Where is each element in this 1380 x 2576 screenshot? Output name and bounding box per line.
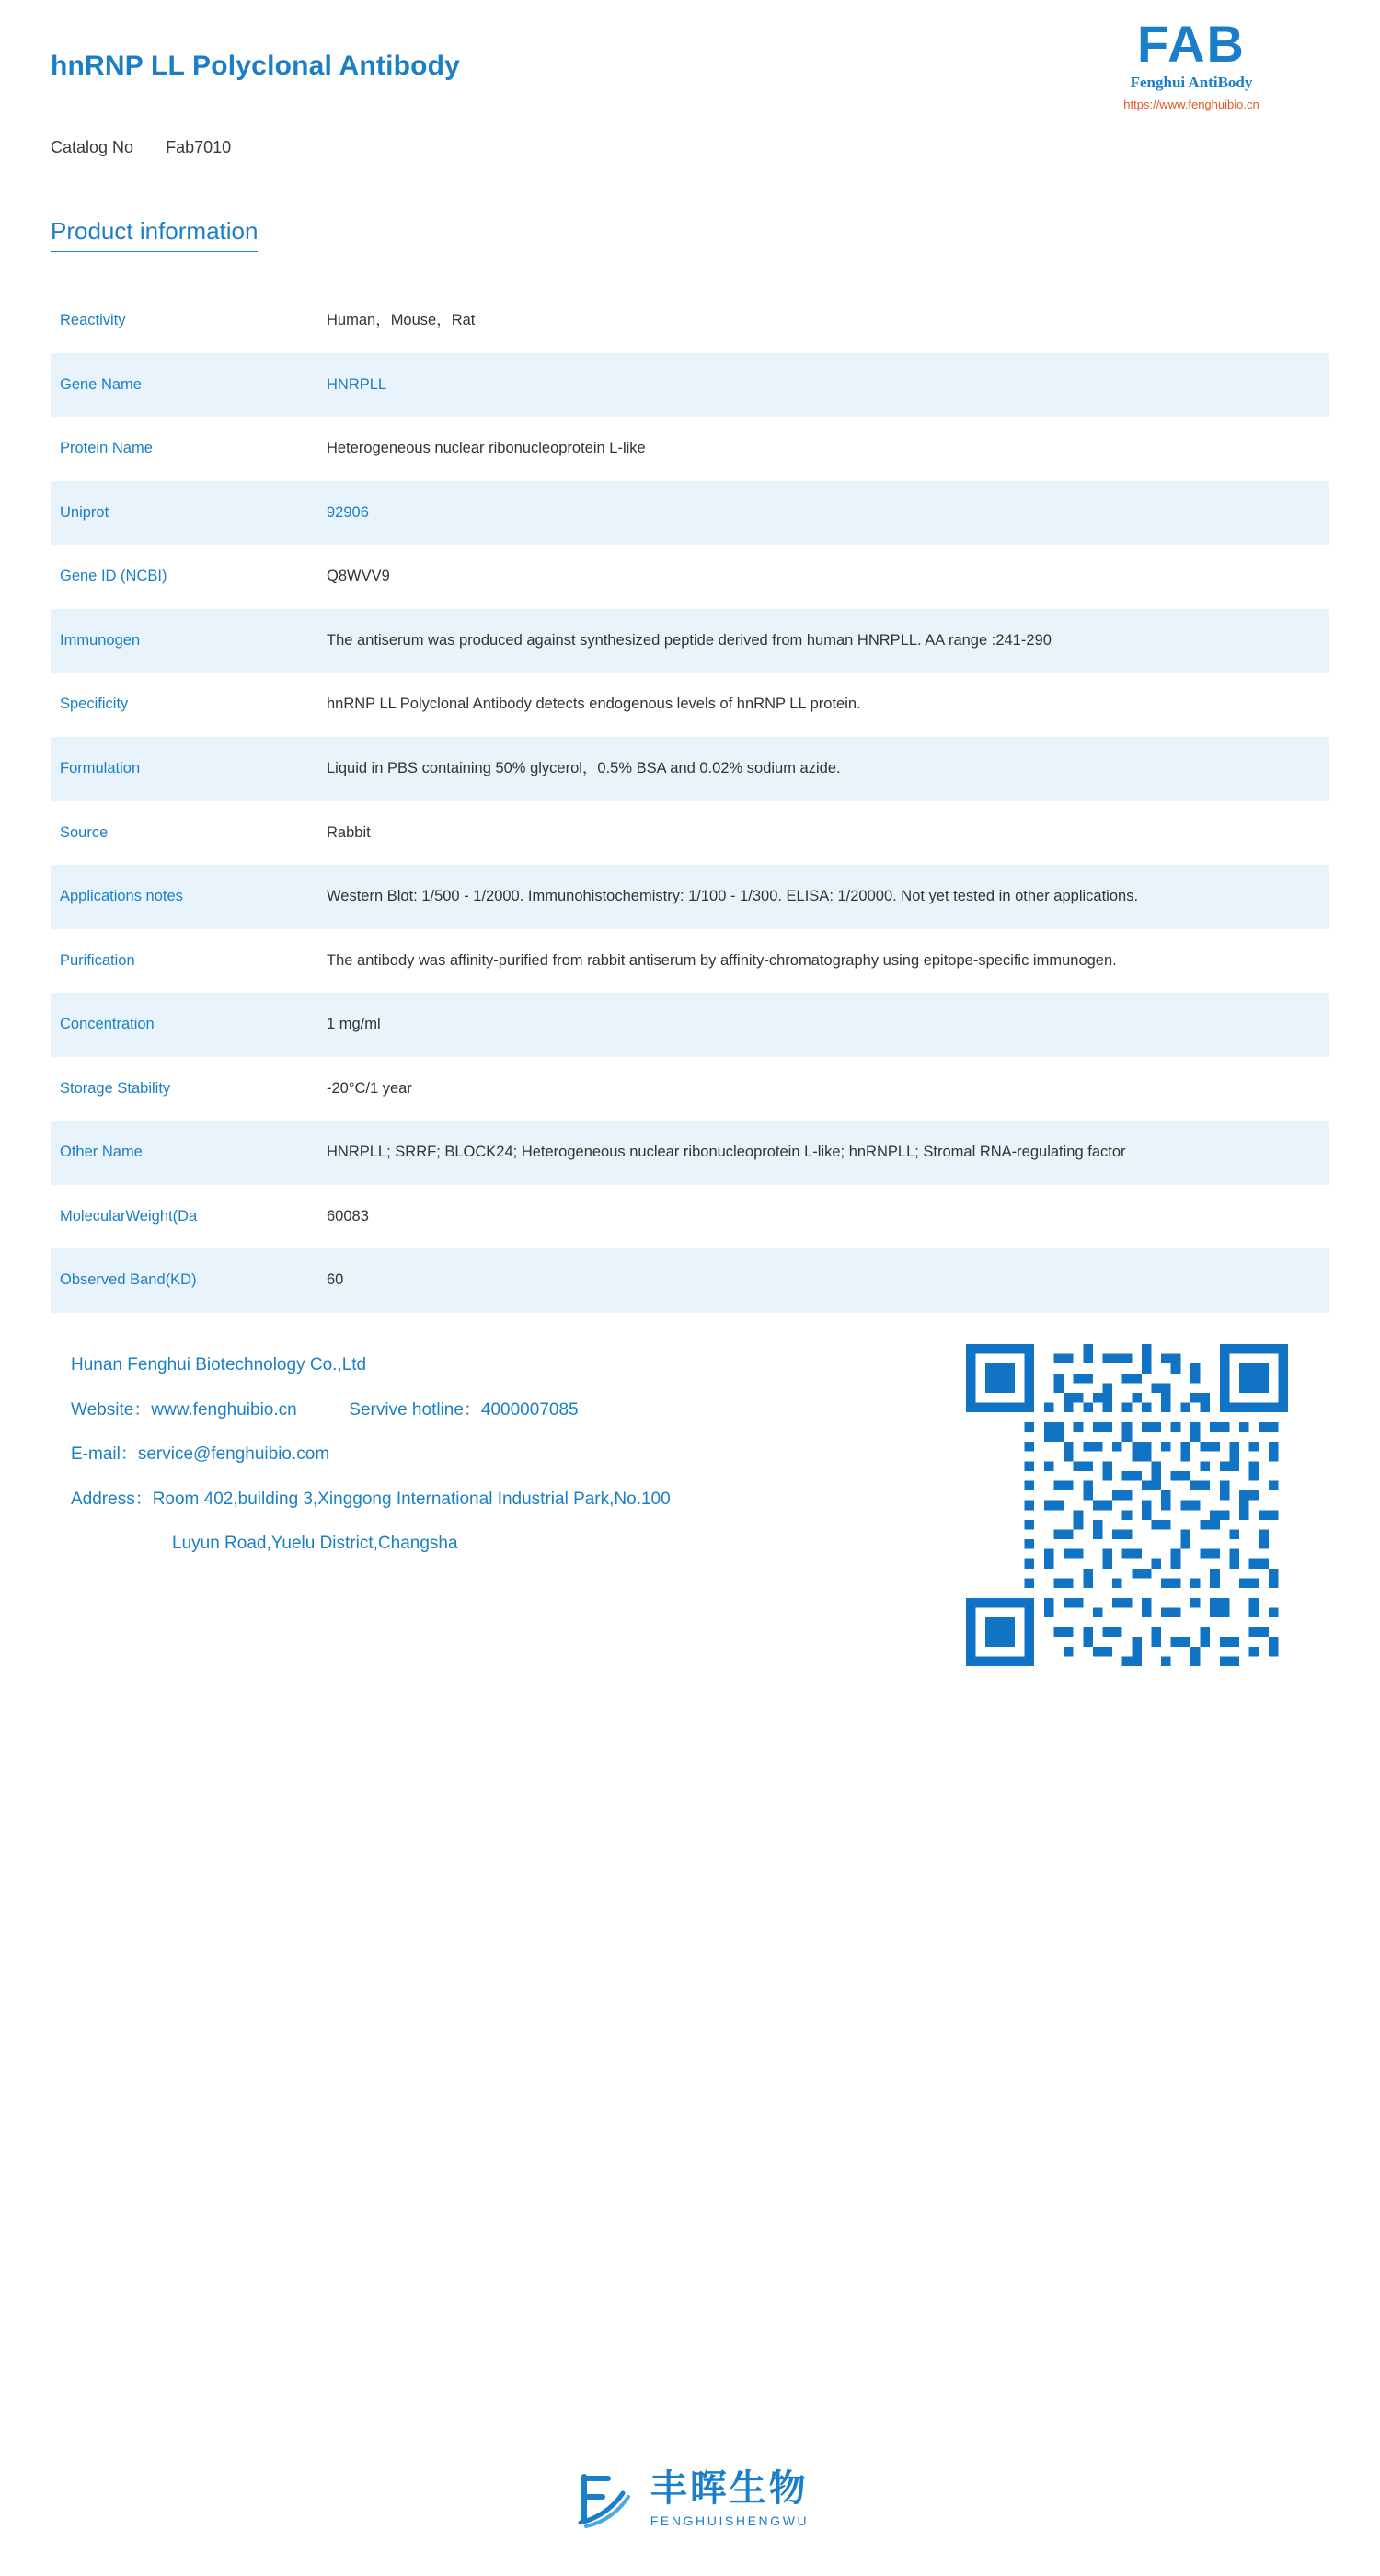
footer-contact-block xyxy=(71,1353,991,1577)
row-key: Gene Name xyxy=(51,353,327,418)
row-value: 60083 xyxy=(327,1207,369,1225)
logo-subtitle: Fenghui AntiBody xyxy=(1130,74,1253,91)
section-title-product-information: Product information xyxy=(51,217,258,252)
footer-company: Hunan Fenghui Biotechnology Co.,Ltd xyxy=(71,1355,367,1374)
brand-text-block xyxy=(650,2467,810,2528)
table-row xyxy=(51,737,1329,801)
row-value: Liquid in PBS containing 50% glycerol，0.5% BSA and 0.02% sodium azide. xyxy=(327,737,1329,801)
row-key: Applications notes xyxy=(51,865,327,929)
footer-hotline: Servive hotline：4000007085 xyxy=(349,1399,579,1420)
row-value: 1 mg/ml xyxy=(327,993,1329,1057)
table-row xyxy=(51,929,1329,994)
logo-fab-text: FAB xyxy=(1137,15,1246,73)
table-row xyxy=(51,481,1329,546)
brand-name-cn: 丰晖生物 xyxy=(650,2467,809,2509)
table-row xyxy=(51,417,1329,481)
fenghui-logo-icon xyxy=(571,2466,638,2532)
footer-address-line2: Luyun Road,Yuelu District,Changsha xyxy=(172,1534,458,1554)
table-row xyxy=(51,353,1329,418)
table-body xyxy=(51,289,1329,1313)
row-key: Reactivity xyxy=(60,312,126,328)
brand-name-en: FENGHUISHENGWU xyxy=(650,2513,810,2528)
row-key: Storage Stability xyxy=(60,1079,171,1097)
footer-address-line1: Address：Room 402,building 3,Xinggong International Industrial Park,No.100 xyxy=(71,1489,671,1509)
row-key: Other Name xyxy=(51,1121,327,1185)
footer-email: E-mail：service@fenghuibio.com xyxy=(71,1444,330,1465)
table-row xyxy=(51,1057,1329,1121)
document-header xyxy=(51,0,1329,138)
row-key: MolecularWeight(Da xyxy=(60,1207,198,1225)
row-key: Protein Name xyxy=(60,440,153,457)
row-key: Source xyxy=(60,823,109,841)
row-key: Purification xyxy=(60,951,135,969)
table-row xyxy=(51,801,1329,866)
row-key: Gene ID (NCBI) xyxy=(60,568,167,585)
table-row xyxy=(51,993,1329,1057)
catalog-label: Catalog No xyxy=(51,138,134,156)
row-value: Heterogeneous nuclear ribonucleoprotein L-like xyxy=(327,440,646,457)
row-value: The antiserum was produced against synthesized peptide derived from human HNRPLL. AA range :241-290 xyxy=(327,609,1329,673)
table-row xyxy=(51,1121,1329,1185)
document-footer xyxy=(51,1344,1329,1694)
footer-website-hotline xyxy=(71,1398,991,1423)
company-logo xyxy=(1053,15,1329,111)
row-key: Observed Band(KD) xyxy=(51,1248,327,1313)
logo-website-url: https://www.fenghuibio.cn xyxy=(1123,98,1259,111)
footer-website: Website：www.fenghuibio.cn xyxy=(71,1399,297,1420)
bottom-brand xyxy=(0,2466,1380,2532)
row-value: Western Blot: 1/500 - 1/2000. Immunohistochemistry: 1/100 - 1/300. ELISA: 1/20000. Not yet tested in other applications. xyxy=(327,865,1329,929)
table-row xyxy=(51,289,1329,353)
qr-code xyxy=(966,1344,1288,1666)
row-value: Q8WVV9 xyxy=(327,568,390,585)
row-value: 60 xyxy=(327,1248,1329,1313)
table-row xyxy=(51,1248,1329,1313)
table-row xyxy=(51,865,1329,929)
row-key: Concentration xyxy=(51,993,327,1057)
row-value: hnRNP LL Polyclonal Antibody detects endogenous levels of hnRNP LL protein. xyxy=(327,696,861,713)
table-row xyxy=(51,609,1329,673)
row-value: Human，Mouse，Rat xyxy=(327,312,476,328)
row-key: Specificity xyxy=(60,696,129,713)
row-value: 92906 xyxy=(327,481,1329,546)
row-value: Rabbit xyxy=(327,823,371,841)
catalog-row xyxy=(51,138,231,157)
page-title: hnRNP LL Polyclonal Antibody xyxy=(51,51,461,81)
row-value: HNRPLL; SRRF; BLOCK24; Heterogeneous nuclear ribonucleoprotein L-like; hnRNPLL; Stromal RNA-regulating factor xyxy=(327,1121,1329,1185)
table-row xyxy=(51,673,1329,737)
row-value: HNRPLL xyxy=(327,353,1329,418)
catalog-row-wrap xyxy=(51,138,1329,175)
catalog-value: Fab7010 xyxy=(166,138,232,156)
row-key: Uniprot xyxy=(51,481,327,546)
row-value: -20°C/1 year xyxy=(327,1079,412,1097)
row-key: Immunogen xyxy=(51,609,327,673)
table-row xyxy=(51,545,1329,609)
table-row xyxy=(51,1185,1329,1249)
product-information-table xyxy=(51,289,1329,1313)
row-key: Formulation xyxy=(51,737,327,801)
row-value: The antibody was affinity-purified from rabbit antiserum by affinity-chromatography using epitope-specific immunogen. xyxy=(327,951,1117,969)
